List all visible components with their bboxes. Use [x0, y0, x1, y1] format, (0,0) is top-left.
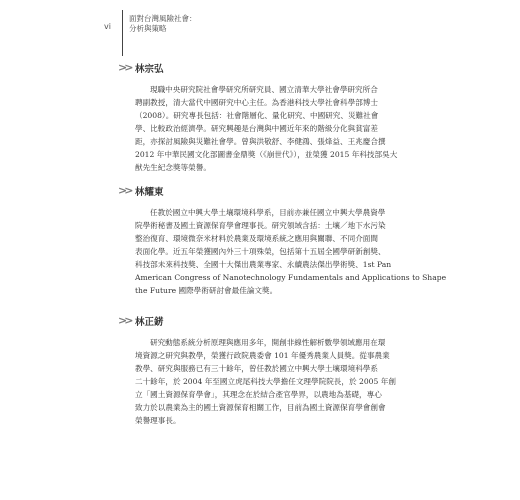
bio-line: 學、比較政治經濟學。研究興趣是台灣與中國近年來的階級分化與貧富差 — [135, 124, 378, 133]
author-bio-1 — [118, 60, 408, 174]
author-bio-text — [135, 336, 408, 427]
bio-line: 猷先生紀念獎等榮譽。 — [135, 163, 211, 172]
author-bio-text — [135, 206, 447, 297]
author-name: 林宗弘 — [135, 64, 164, 75]
running-header — [129, 14, 197, 34]
author-heading — [118, 60, 408, 76]
bio-line: 立「國土資源保育學會」，其理念在於結合產官學界，以農地為基礎，專心 — [135, 390, 382, 399]
author-bio-text — [135, 83, 408, 174]
page-number: vi — [104, 22, 111, 31]
header-divider — [122, 10, 123, 56]
author-heading — [118, 313, 408, 329]
bio-line: 致力於以農業為主的國土資源保育相關工作，目前為國土資源保育學會創會 — [135, 403, 386, 412]
author-name: 林耀東 — [135, 187, 164, 198]
book-title-line-1: 面對台灣風險社會： — [129, 14, 197, 23]
bio-line: 教學、研究與服務已有三十餘年，曾任教於國立中興大學土壤環境科學系 — [135, 364, 378, 373]
bio-line: 研究動態系統分析原理與應用多年，開創非線性解析數學領域應用在環 — [150, 338, 386, 347]
bio-line: 距，亦探討風險與災難社會學。曾與洪敬舒、李健鴻、張烽益、王兆慶合撰 — [135, 137, 386, 146]
bio-line: the Future 國際學術研討會最佳論文獎。 — [135, 286, 278, 295]
bio-line: 整治復育、環境微奈米材料於農業及環境系統之應用與關聯、不同介面間 — [135, 234, 378, 243]
book-title-line-2: 分析與策略 — [129, 24, 167, 33]
bio-line: 任教於國立中興大學土壤環境科學系，目前亦兼任國立中興大學農資學 — [150, 208, 386, 217]
double-chevron-icon: >> — [118, 61, 131, 74]
author-bio-2 — [118, 183, 447, 297]
author-name: 林正錺 — [135, 317, 164, 328]
author-bio-3 — [118, 313, 408, 427]
bio-line: 院學術秘書及國土資源保育學會理事長。研究領域含括：土壤／地下水污染 — [135, 221, 386, 230]
bio-line: 榮譽理事長。 — [135, 416, 181, 425]
bio-line: 境資源之研究與教學，榮獲行政院農委會 101 年優秀農業人員獎。從事農業 — [135, 351, 390, 360]
author-heading — [118, 183, 408, 199]
bio-line: （2008）。研究專長包括：社會階層化、量化研究、中國研究、災難社會 — [135, 111, 379, 120]
bio-line: 2012 年中華民國文化部圖書金鼎獎（《崩世代》），並榮獲 2015 年科技部吳大 — [135, 150, 398, 159]
double-chevron-icon: >> — [118, 314, 131, 327]
bio-line: 現職中央研究院社會學研究所研究員、國立清華大學社會學研究所合 — [150, 85, 378, 94]
bio-line: American Congress of Nanotechnology Fundamentals and Applications to Shape — [135, 273, 447, 282]
bio-line: 二十餘年，於 2004 年至國立虎尾科技大學擔任文理學院院長，於 2005 年創 — [135, 377, 396, 386]
double-chevron-icon: >> — [118, 184, 131, 197]
bio-line: 科技部未來科技獎、全國十大傑出農業專家、永續農法傑出學術獎、1st Pan — [135, 260, 392, 269]
bio-line: 表面化學。近五年榮獲國內外三十項殊榮，包括第十五屆全國學研新創獎、 — [135, 247, 386, 256]
bio-line: 聘副教授，清大當代中國研究中心主任。為香港科技大學社會科學部博士 — [135, 98, 378, 107]
